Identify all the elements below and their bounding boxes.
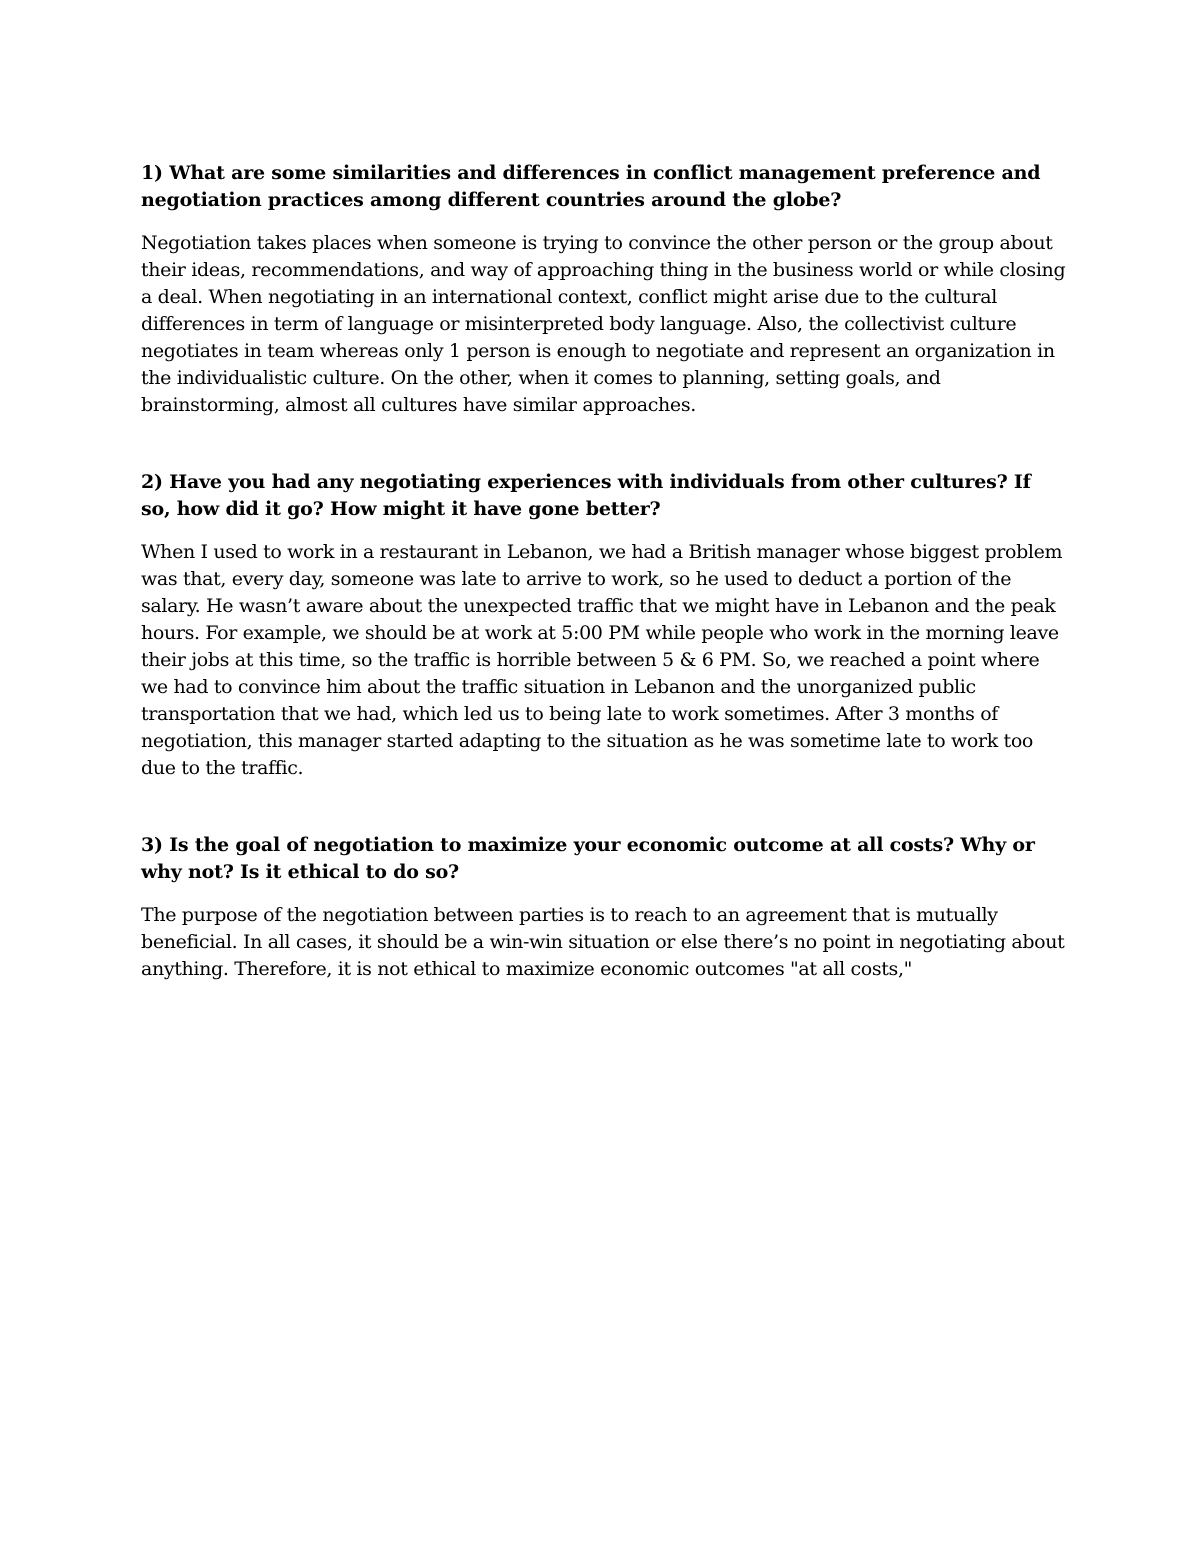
qa-section-3 (141, 832, 1066, 983)
question-3: 3) Is the goal of negotiation to maximize your economic outcome at all costs? Why or why not? Is it ethical to do so? (141, 834, 1035, 883)
answer-1: Negotiation takes places when someone is trying to convince the other person or the group about their ideas, recommendations, and way of approaching thing in the business world or while closing a deal. When negotiating in an international context, conflict might arise due to the cultural differences in term of language or misinterpreted body language. Also, the collectivist culture negotiates in team whereas only 1 person is enough to negotiate and represent an organization in the individualistic culture. On the other, when it comes to planning, setting goals, and brainstorming, almost all cultures have similar approaches. (141, 232, 1066, 416)
question-1: 1) What are some similarities and differences in conflict management preference and negotiation practices among different countries around the globe? (141, 162, 1041, 211)
answer-3: The purpose of the negotiation between parties is to reach to an agreement that is mutually beneficial. In all cases, it should be a win-win situation or else there’s no point in negotiating about anything. Therefore, it is not ethical to maximize economic outcomes "at all costs," (141, 904, 1065, 980)
document-page (141, 160, 1066, 983)
question-2: 2) Have you had any negotiating experiences with individuals from other cultures? If so, how did it go? How might it have gone better? (141, 471, 1031, 520)
answer-2: When I used to work in a restaurant in Lebanon, we had a British manager whose biggest problem was that, every day, someone was late to arrive to work, so he used to deduct a portion of the salary. He wasn’t aware about the unexpected traffic that we might have in Lebanon and the peak hours. For example, we should be at work at 5:00 PM while people who work in the morning leave their jobs at this time, so the traffic is horrible between 5 & 6 PM. So, we reached a point where we had to convince him about the traffic situation in Lebanon and the unorganized public transportation that we had, which led us to being late to work sometimes. After 3 months of negotiation, this manager started adapting to the situation as he was sometime late to work too due to the traffic. (141, 541, 1063, 779)
qa-section-1 (141, 160, 1066, 419)
qa-section-2 (141, 469, 1066, 782)
